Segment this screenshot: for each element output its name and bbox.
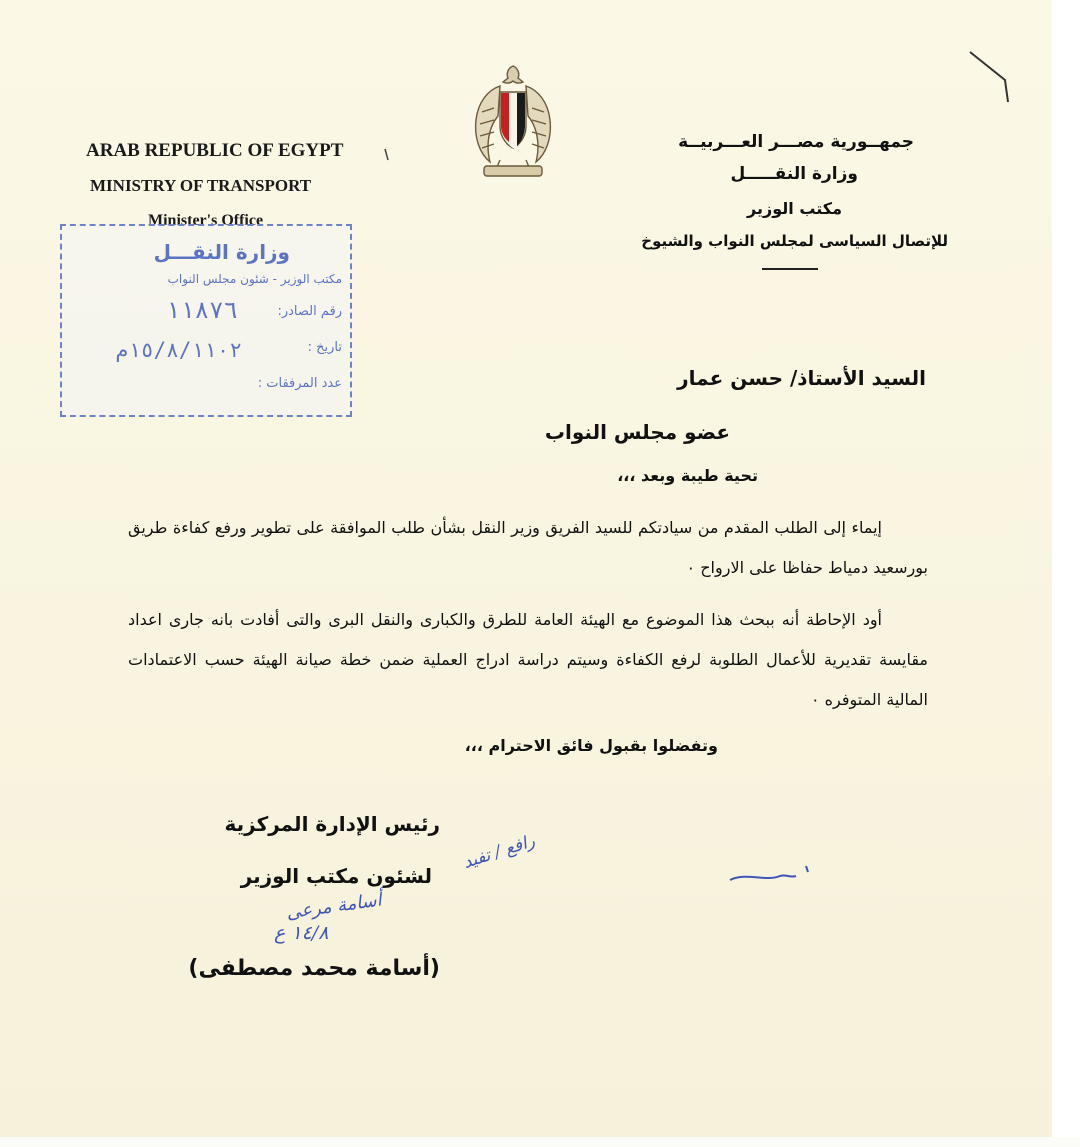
header-ar-country: جمهــورية مصـــر العـــربيــة bbox=[678, 132, 914, 152]
stamp-export-label: رقم الصادر: bbox=[277, 304, 342, 319]
paragraph-request: إيماء إلى الطلب المقدم من سيادتكم للسيد الفريق وزير النقل بشأن طلب الموافقة على تطوير ورفع كفاءة طريق بورسعيد دمياط حفاظا على الارواح ٠ bbox=[128, 518, 928, 577]
header-ar-office: مكتب الوزير bbox=[747, 199, 842, 218]
stray-mark bbox=[384, 148, 390, 162]
signature-title-line2: لشئون مكتب الوزير bbox=[240, 864, 432, 888]
signature-name: (أسامة محمد مصطفى) bbox=[188, 956, 440, 981]
closing: وتفضلوا بقبول فائق الاحترام ،،، bbox=[464, 736, 718, 755]
corner-pen-mark bbox=[960, 40, 1030, 110]
stamp-ministry: وزارة النقـــل bbox=[153, 240, 290, 264]
header-ar-unit: للإتصال السياسى لمجلس النواب والشيوخ bbox=[641, 232, 948, 250]
signature-title-line1: رئيس الإدارة المركزية bbox=[224, 812, 440, 836]
stamp-date-value: ١٥/٨/١١٠٢م bbox=[115, 338, 242, 362]
addressee: السيد الأستاذ/ حسن عمار bbox=[677, 366, 926, 390]
stamp-export-number: ١١٨٧٦ bbox=[165, 296, 238, 324]
handwritten-mark bbox=[726, 858, 818, 888]
paragraph-response: أود الإحاطة أنه ببحث هذا الموضوع مع الهيئة العامة للطرق والكبارى والنقل البرى والتى أفادت بانه جارى اعداد مقايسة تقديرية للأعمال الطلوبة لرفع الكفاءة وسيتم دراسة ادراج العملية ضمن خطة صيانة الهيئة حسب الاعتمادات المالية المتوفره ٠ bbox=[128, 610, 928, 709]
header-divider bbox=[762, 268, 818, 270]
header-en-country: ARAB REPUBLIC OF EGYPT bbox=[86, 140, 344, 161]
stamp-department: مكتب الوزير - شئون مجلس النواب bbox=[167, 272, 342, 286]
scan-edge-bottom bbox=[0, 1137, 1080, 1147]
header-en-ministry: MINISTRY OF TRANSPORT bbox=[90, 176, 312, 195]
stamp-attachments-label: عدد المرفقات : bbox=[257, 376, 342, 391]
addressee-role: عضو مجلس النواب bbox=[544, 420, 730, 444]
header-en-office: Minister's Office bbox=[148, 212, 264, 229]
scan-edge-right bbox=[1052, 0, 1080, 1147]
handwritten-note: رافع / تفيد bbox=[460, 831, 538, 873]
eagle-emblem-icon bbox=[470, 62, 556, 182]
greeting: تحية طيبة وبعد ،،، bbox=[617, 466, 758, 485]
stamp-date-label: تاريخ : bbox=[307, 340, 342, 355]
header-ar-ministry: وزارة النقـــــل bbox=[730, 164, 858, 184]
handwritten-date: ١٤/٨ ع bbox=[274, 922, 329, 944]
handwritten-initials: أسامة مرعى bbox=[285, 889, 383, 924]
outgoing-stamp bbox=[60, 224, 352, 417]
